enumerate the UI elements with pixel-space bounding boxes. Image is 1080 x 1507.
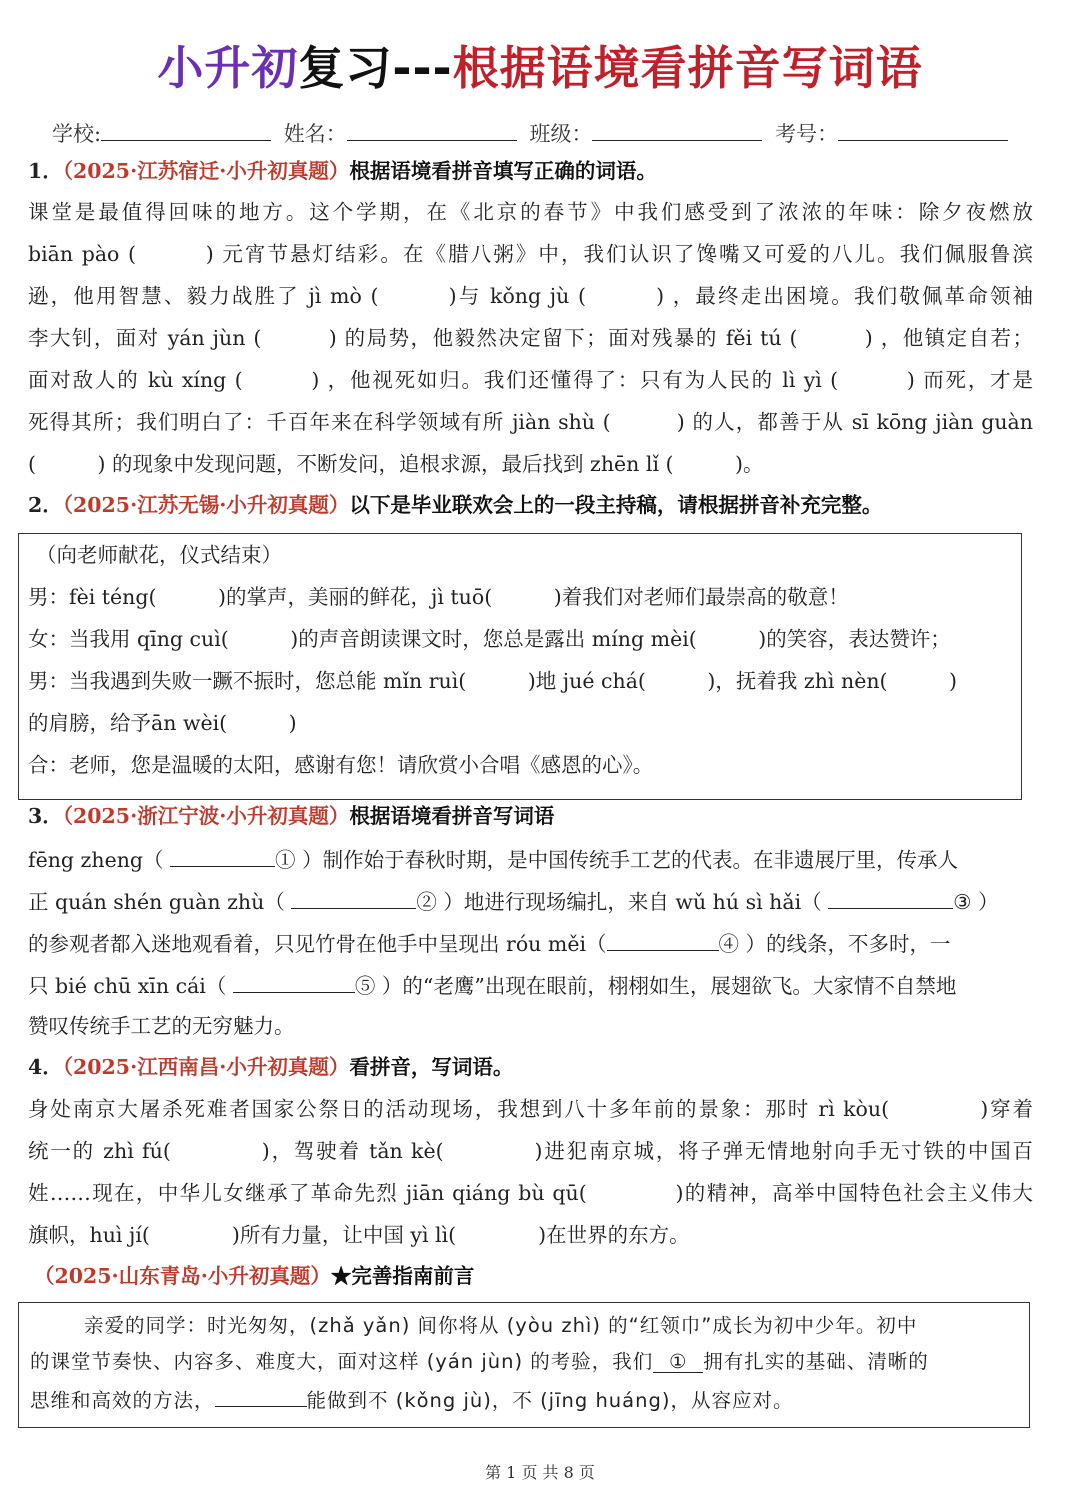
q4-line-2: 统一的 zhì fú( )，驾驶着 tǎn kè( )进犯南京城，将子弹无情地射向手无寸铁的中国百 (28, 1139, 1033, 1163)
q2-number: 2． (28, 493, 63, 517)
q2-header (28, 491, 1033, 519)
q2-line-5: 的肩膀，给予ān wèi( ) (28, 711, 297, 735)
q3-l1-text-a: fēng zheng（ (28, 848, 171, 872)
q3-l4-text-c: ）的“老鹰”出现在眼前，栩栩如生，展翅欲飞。大家情不自禁地 (375, 974, 957, 998)
q1-number: 1． (28, 159, 63, 183)
q2-line-4: 男：当我遇到失败一蹶不振时，您总能 mǐn ruì( )地 jué chá( )，抚着我 zhì nèn( ) (28, 669, 958, 693)
q1-line-3: 逊，他用智慧、毅力战胜了 jì mò ( )与 kǒng jù ( ) ，最终走出困境。我们敬佩革命领袖 (28, 284, 1033, 308)
q5-instruction: ★完善指南前言 (330, 1264, 475, 1288)
q3-blank-5[interactable] (233, 970, 355, 993)
q3-line-5: 赞叹传统手工艺的无穷魅力。 (28, 1014, 295, 1038)
q5-blank-2[interactable] (215, 1384, 307, 1407)
q3-blank-3-number: ③ (953, 890, 972, 914)
q5-line-3 (30, 1384, 1020, 1415)
q3-line-4 (28, 970, 1033, 1000)
q4-line-1: 身处南京大屠杀死难者国家公祭日的活动现场，我想到八十多年前的景象：那时 rì kòu( )穿着 (28, 1097, 1033, 1121)
q2-instruction: 以下是毕业联欢会上的一段主持稿，请根据拼音补充完整。 (349, 493, 883, 517)
q5-line-2 (30, 1348, 1020, 1376)
q3-line-3 (28, 928, 1033, 958)
q1-line-4: 李大钊，面对 yán jùn ( ) 的局势，他毅然决定留下；面对残暴的 fěi tú ( ) ，他镇定自若； (28, 326, 1033, 350)
q1-line-1: 课堂是最值得回味的地方。这个学期，在《北京的春节》中我们感受到了浓浓的年味：除夕夜燃放 (28, 200, 1033, 224)
q5-l2-text-a: 的课堂节奏快、内容多、难度大，面对这样 (yán jùn) 的考验，我们 (30, 1350, 654, 1373)
q1-line-6: 死得其所；我们明白了：千百年来在科学领域有所 jiàn shù ( ) 的人，都善于从 sī kōng jiàn guàn (28, 410, 1033, 434)
q2-source: （2025·江苏无锡·小升初真题） (62, 493, 350, 517)
q5-source: （2025·山东青岛·小升初真题） (34, 1264, 331, 1288)
q4-instruction: 看拼音，写词语。 (349, 1055, 514, 1079)
q4-header (28, 1053, 1033, 1081)
q4-line-4: 旗帜，huì jí( )所有力量，让中国 yì lì( )在世界的东方。 (28, 1223, 690, 1247)
name-label: 姓名： (283, 122, 347, 146)
q4-number: 4． (28, 1055, 63, 1079)
q3-instruction: 根据语境看拼音写词语 (349, 804, 555, 828)
name-field[interactable] (347, 120, 517, 141)
exam-no-label: 考号： (775, 122, 839, 146)
page-number: 第 1 页 共 8 页 (485, 1463, 595, 1482)
q4-source: （2025·江西南昌·小升初真题） (62, 1055, 350, 1079)
q3-blank-2[interactable] (291, 886, 416, 909)
q1-header (28, 157, 1033, 185)
q3-l3-text-a: 的参观者都入迷地观看着，只见竹骨在他手中呈现出 róu měi（ (28, 932, 607, 956)
exam-no-field[interactable] (838, 120, 1008, 141)
q5-l3-text-a: 思维和高效的方法， (30, 1389, 215, 1412)
school-field[interactable] (101, 120, 271, 141)
q3-l2-text-a: 正 quán shén guàn zhù（ (28, 890, 292, 914)
title-part3: 根据语境看拼音写词语 (452, 41, 923, 95)
q5-line-1: 亲爱的同学：时光匆匆，(zhǎ yǎn) 间你将从 (yòu zhì) 的“红领巾”成长为初中少年。初中 (84, 1314, 918, 1337)
q2-line-3: 女：当我用 qīng cuì( )的声音朗读课文时，您总是露出 míng mèi( )的笑容，表达赞许； (28, 627, 951, 651)
q3-blank-4-number: ④ (718, 932, 740, 956)
q1-line-7: ( ) 的现象中发现问题，不断发问，追根求源，最后找到 zhēn lǐ ( )。 (28, 452, 764, 476)
q3-l1-text-c: ）制作始于春秋时期，是中国传统手工艺的代表。在非遗展厅里，传承人 (295, 848, 959, 872)
q2-line-2: 男：fèi téng( )的掌声，美丽的鲜花，jì tuō( )着我们对老师们最崇高的敬意！ (28, 585, 849, 609)
q1-source: （2025·江苏宿迁·小升初真题） (62, 159, 350, 183)
q4-line-3: 姓……现在，中华儿女继承了革命先烈 jiān qiáng bù qū( )的精神，高举中国特色社会主义伟大 (28, 1181, 1033, 1205)
q5-header (34, 1262, 1039, 1290)
q2-line-6: 合：老师，您是温暖的太阳，感谢有您！请欣赏小合唱《感恩的心》。 (28, 753, 654, 777)
q3-blank-1[interactable] (170, 844, 275, 867)
q5-l2-text-c: 拥有扎实的基础、清晰的 (703, 1350, 929, 1373)
class-label: 班级： (529, 122, 593, 146)
class-field[interactable] (592, 120, 762, 141)
title-part1: 小升初 (157, 41, 299, 95)
q1-line-2: biān pào ( ) 元宵节悬灯结彩。在《腊八粥》中，我们认识了馋嘴又可爱的八儿。我们佩服鲁滨 (28, 242, 1033, 266)
q1-line-5: 面对敌人的 kù xíng ( ) ，他视死如归。我们还懂得了：只有为人民的 lì yì ( ) 而死，才是 (28, 368, 1033, 392)
page-title (0, 32, 1080, 98)
q2-line-1: （向老师献花，仪式结束） (36, 543, 282, 567)
q5-blank-1-number: ① (669, 1350, 688, 1373)
q3-blank-5-number: ⑤ (354, 974, 376, 998)
q3-blank-1-number: ① (275, 848, 296, 872)
q5-blank-1[interactable] (653, 1348, 703, 1373)
q3-l2-text-e: ） (971, 890, 999, 914)
q3-line-1 (28, 844, 1033, 874)
q3-l4-text-a: 只 bié chū xīn cái（ (28, 974, 233, 998)
q3-blank-3[interactable] (828, 886, 953, 909)
q3-l3-text-c: ）的线条，不多时，一 (739, 932, 951, 956)
q1-instruction: 根据语境看拼音填写正确的词语。 (349, 159, 657, 183)
q3-header (28, 802, 1033, 830)
q3-line-2 (28, 886, 1033, 916)
q3-l2-text-c: ）地进行现场编扎，来自 wǔ hú sì hǎi（ (436, 890, 829, 914)
title-part2: 复习--- (298, 41, 453, 95)
student-info-row (52, 118, 1032, 148)
q3-blank-4[interactable] (607, 928, 719, 951)
q3-number: 3． (28, 804, 63, 828)
q5-l3-text-b: 能做到不 (kǒng jù)，不 (jīng huáng)，从容应对。 (306, 1389, 794, 1412)
school-label: 学校: (52, 122, 102, 146)
q3-source: （2025·浙江宁波·小升初真题） (62, 804, 350, 828)
q3-blank-2-number: ② (416, 890, 437, 914)
